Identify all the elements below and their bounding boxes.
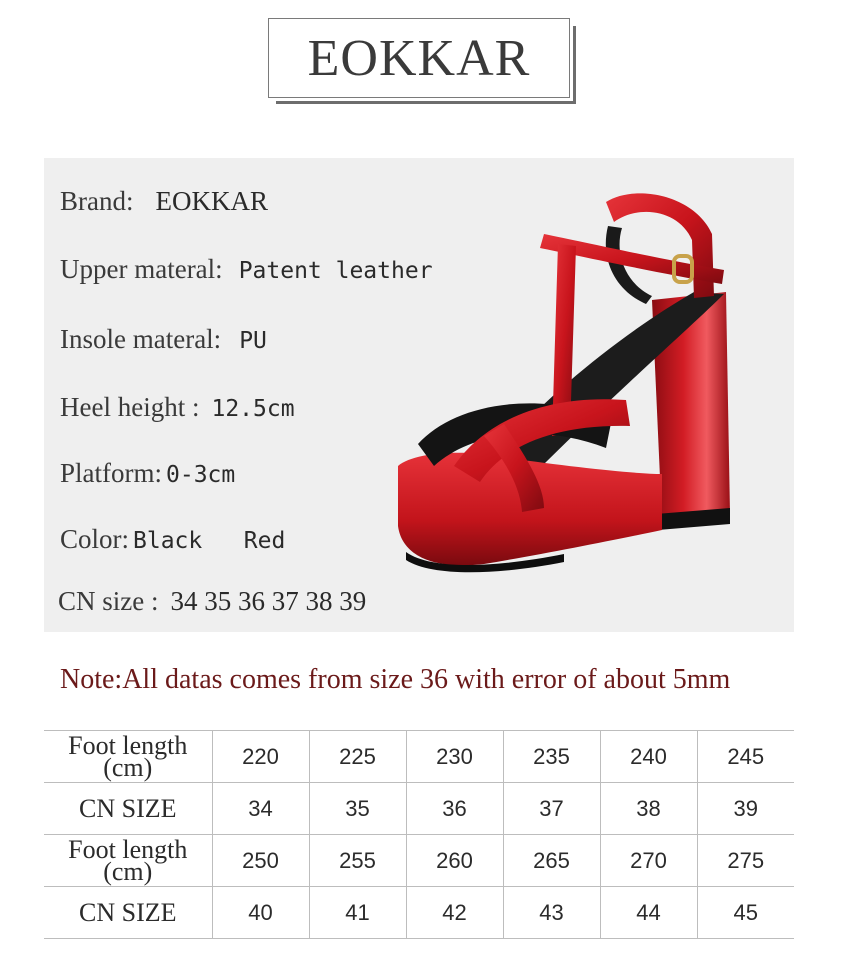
- logo-box: [268, 18, 570, 98]
- spec-value: 34 35 36 37 38 39: [170, 586, 367, 616]
- table-cell: 245: [697, 731, 794, 783]
- logo-text: EOKKAR: [307, 29, 531, 87]
- table-cell: 39: [697, 783, 794, 835]
- spec-label: Color:: [60, 524, 130, 554]
- table-cell: 42: [406, 887, 503, 939]
- spec-platform: [60, 458, 235, 489]
- spec-value: 12.5cm: [211, 396, 295, 422]
- table-cell: 270: [600, 835, 697, 887]
- table-row: [44, 835, 794, 887]
- spec-label: Brand:: [60, 186, 134, 216]
- table-cell: 38: [600, 783, 697, 835]
- spec-insole-material: [60, 324, 267, 355]
- table-cell: 34: [212, 783, 309, 835]
- spec-label: Insole materal:: [60, 324, 222, 354]
- table-row: [44, 783, 794, 835]
- table-cell: 37: [503, 783, 600, 835]
- table-cell: 220: [212, 731, 309, 783]
- table-cell: 225: [309, 731, 406, 783]
- spec-value: Black Red: [133, 528, 286, 554]
- table-row: [44, 731, 794, 783]
- brand-logo: [268, 18, 576, 104]
- table-cell: 45: [697, 887, 794, 939]
- size-table: [44, 730, 794, 939]
- spec-value: 0-3cm: [166, 462, 236, 488]
- sandal-image: [394, 174, 794, 584]
- table-row: [44, 887, 794, 939]
- spec-heel-height: [60, 392, 295, 423]
- spec-cn-size: [58, 586, 366, 617]
- table-cell: 240: [600, 731, 697, 783]
- spec-value: PU: [239, 328, 267, 354]
- spec-panel: [44, 158, 794, 632]
- row-header: CN SIZE: [44, 783, 212, 835]
- row-header: Foot length (cm): [44, 731, 212, 783]
- spec-label: CN size :: [58, 586, 159, 616]
- table-cell: 235: [503, 731, 600, 783]
- spec-label: Platform:: [60, 458, 162, 488]
- row-header: CN SIZE: [44, 887, 212, 939]
- table-cell: 40: [212, 887, 309, 939]
- table-cell: 265: [503, 835, 600, 887]
- spec-color: [60, 524, 285, 555]
- spec-value: Patent leather: [238, 258, 433, 284]
- spec-brand: [60, 186, 268, 217]
- table-cell: 255: [309, 835, 406, 887]
- table-cell: 260: [406, 835, 503, 887]
- table-cell: 275: [697, 835, 794, 887]
- table-cell: 43: [503, 887, 600, 939]
- size-note: Note:All datas comes from size 36 with error of about 5mm: [60, 664, 731, 695]
- table-cell: 250: [212, 835, 309, 887]
- table-cell: 230: [406, 731, 503, 783]
- row-header: Foot length (cm): [44, 835, 212, 887]
- table-cell: 44: [600, 887, 697, 939]
- spec-label: Heel height :: [60, 392, 200, 422]
- spec-label: Upper materal:: [60, 254, 223, 284]
- spec-upper-material: [60, 254, 433, 285]
- spec-value: EOKKAR: [155, 186, 268, 216]
- table-cell: 41: [309, 887, 406, 939]
- table-cell: 36: [406, 783, 503, 835]
- table-cell: 35: [309, 783, 406, 835]
